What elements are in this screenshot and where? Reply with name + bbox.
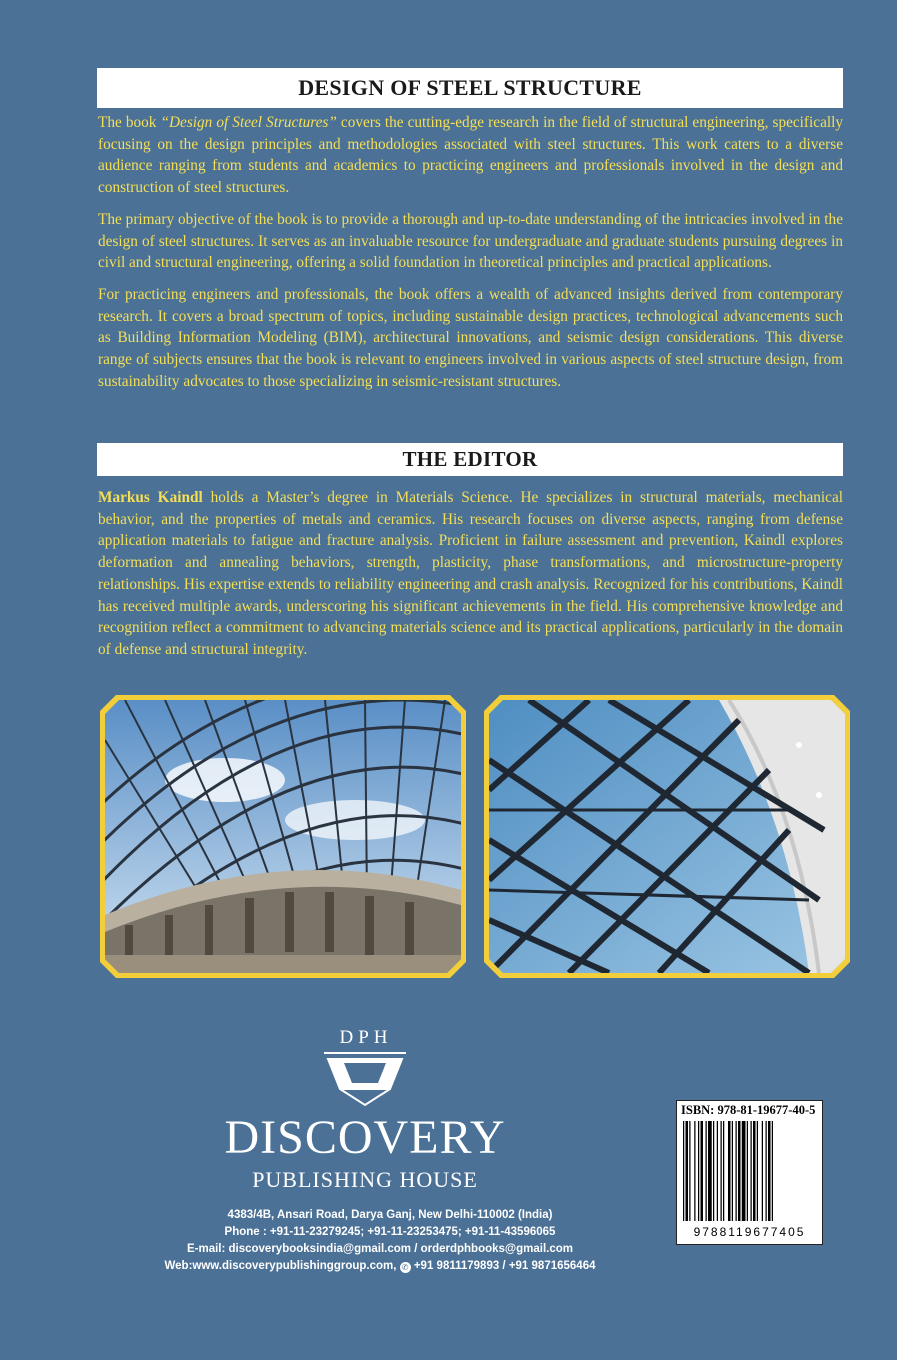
photo-steel-lattice xyxy=(489,700,845,973)
publisher-web xyxy=(100,1258,660,1275)
whatsapp-icon: ✆ xyxy=(400,1262,411,1273)
photo-glass-dome xyxy=(105,700,461,973)
p1-lead: The book xyxy=(98,114,161,131)
book-title-italic: “Design of Steel Structures” xyxy=(160,114,337,131)
publisher-email: E-mail: discoverybooksindia@gmail.com / orderdphbooks@gmail.com xyxy=(186,1243,574,1255)
publisher-address: 4383/4B, Ansari Road, Darya Ganj, New Delhi-110002 (India) xyxy=(227,1209,553,1221)
publisher-subtitle: PUBLISHING HOUSE xyxy=(252,1167,478,1192)
whatsapp-numbers: +91 9811179893 / +91 9871656464 xyxy=(413,1260,596,1272)
publisher-phone: Phone : +91-11-23279245; +91-11-23253475; +91-11-43596065 xyxy=(224,1226,556,1238)
section-title-editor: THE EDITOR xyxy=(97,443,843,476)
editor-bio xyxy=(98,487,843,661)
publisher-name: DISCOVERY xyxy=(224,1111,506,1164)
editor-bio-text: holds a Master’s degree in Materials Science. He specializes in structural materials, mechanical behavior, and the properties of metals and ceramics. His research focuses on diverse aspects, ranging from defense application materials to fatigue and fracture analysis. Proficient in failure assessment and prevention, Kaindl explores deformation and annealing behaviors, strength, plasticity, phase transformations, and microstructure-property relationships. His expertise extends to reliability engineering and crash analysis. Recognized for his contributions, Kaindl has received multiple awards, underscoring his significant achievements in the field. His comprehensive knowledge and recognition reflect a commitment to advancing materials science and its practical applications, particularly in the domain of defense and structural integrity. xyxy=(98,489,843,658)
editor-name: Markus Kaindl xyxy=(98,489,203,506)
isbn-label: ISBN: 978-81-19677-40-5 xyxy=(681,1103,816,1117)
section-title-design: DESIGN OF STEEL STRUCTURE xyxy=(97,68,843,108)
barcode-icon xyxy=(681,1121,818,1223)
logo-text: DPH xyxy=(339,1027,393,1048)
isbn-barcode-box xyxy=(676,1100,823,1245)
description-paragraph-1 xyxy=(98,112,843,199)
description-paragraph-2: The primary objective of the book is to provide a thorough and up-to-date understanding of the intricacies involved in the design of steel structures. It serves as an invaluable resource for undergraduate and graduate students pursuing degrees in civil and structural engineering, offering a solid foundation in theoretical principles and practical applications. xyxy=(98,210,843,272)
photo-glass-dome-frame xyxy=(100,695,466,978)
web-address: Web:www.discoverypublishinggroup.com, xyxy=(164,1260,397,1272)
photo-steel-lattice-frame xyxy=(484,695,850,978)
barcode-digits: 9788119677405 xyxy=(693,1225,806,1239)
p1-rest: covers the cutting-edge research in the field of structural engineering, specifically focusing on the design principles and methodologies associated with steel structures. This work caters to a diverse audience ranging from students and academics to practicing engineers and professionals involved in the design and construction of steel structures. xyxy=(98,114,844,197)
description-paragraph-3: For practicing engineers and professionals, the book offers a wealth of advanced insights derived from contemporary research. It covers a broad spectrum of topics, including sustainable design practices, technological advancements such as Building Information Modeling (BIM), architectural innovations, and seismic design considerations. This diverse range of subjects ensures that the book is relevant to engineers involved in various aspects of steel structure design, from sustainability advocates to those specializing in seismic-resistant structures. xyxy=(98,285,843,390)
description-text xyxy=(98,112,843,392)
